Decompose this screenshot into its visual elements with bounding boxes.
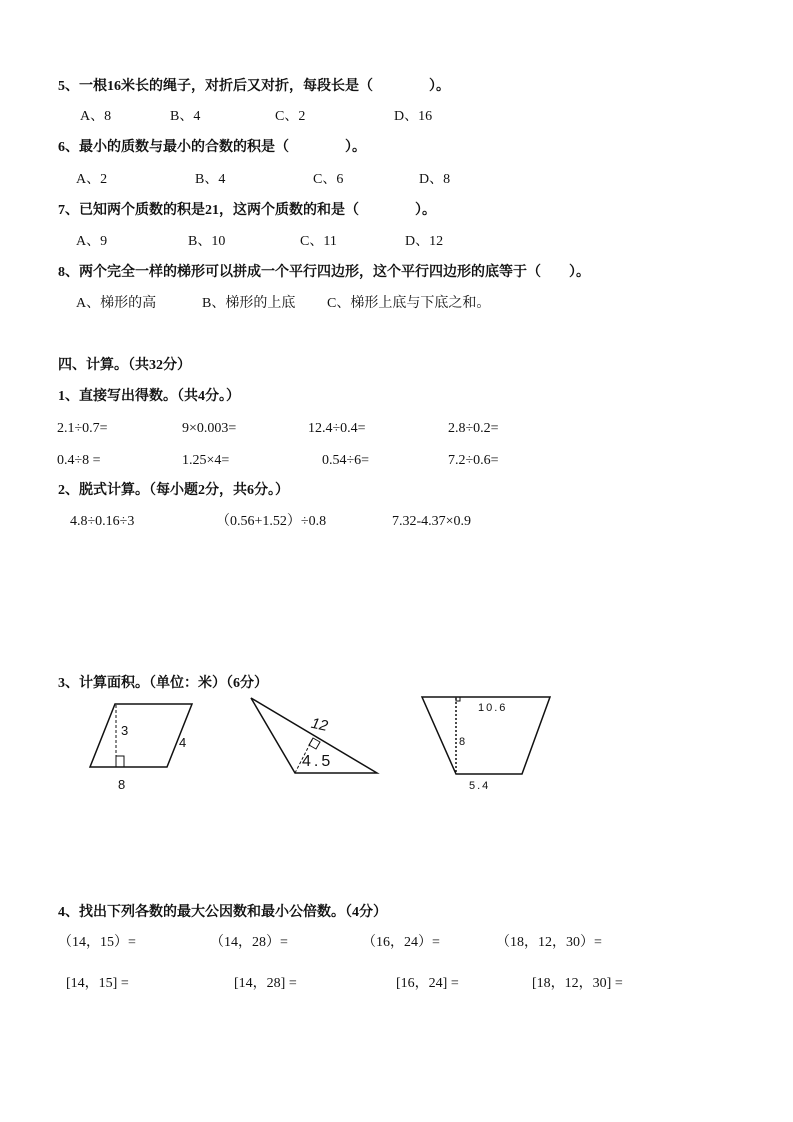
lcm-item: [16，24] = <box>396 976 459 991</box>
section-4-title: 四、计算。（共32分） <box>58 358 191 373</box>
lcm-item: [14，28] = <box>234 976 297 991</box>
q2-title: 2、脱式计算。（每小题2分，共6分。） <box>58 483 289 498</box>
q8-option-a: A、梯形的高 <box>76 296 157 311</box>
q7-option-c: C、11 <box>300 234 337 249</box>
parallelogram-height-label: 3 <box>121 723 129 738</box>
trapezoid-height-label: 8 <box>459 736 466 748</box>
question-6-stem: 6、最小的质数与最小的合数的积是（ ）。 <box>58 140 366 155</box>
oral-calc-item: 2.1÷0.7= <box>57 421 108 436</box>
q7-option-b: B、10 <box>188 234 226 249</box>
q6-option-c: C、6 <box>313 172 344 187</box>
triangle-base-label: 12 <box>309 714 330 735</box>
oral-calc-item: 0.54÷6= <box>322 453 370 468</box>
oral-calc-item: 9×0.003= <box>182 421 237 436</box>
step-calc-item: 4.8÷0.16÷3 <box>70 514 135 529</box>
lcm-item: [18，12，30] = <box>532 976 623 991</box>
q5-option-c: C、2 <box>275 109 306 124</box>
question-8-stem: 8、两个完全一样的梯形可以拼成一个平行四边形，这个平行四边形的底等于（ ）。 <box>58 265 590 280</box>
q7-option-a: A、9 <box>76 234 108 249</box>
oral-calc-item: 0.4÷8 = <box>57 453 101 468</box>
q7-option-d: D、12 <box>405 234 444 249</box>
oral-calc-item: 1.25×4= <box>182 453 230 468</box>
step-calc-item: （0.56+1.52）÷0.8 <box>216 514 327 529</box>
parallelogram-base-label: 8 <box>118 777 126 792</box>
oral-calc-item: 7.2÷0.6= <box>448 453 499 468</box>
trapezoid-bottom-label: 5.4 <box>469 780 491 792</box>
q3-title: 3、计算面积。（单位：米）（6分） <box>58 676 268 691</box>
q5-option-d: D、16 <box>394 109 433 124</box>
parallelogram-figure <box>90 704 192 767</box>
q8-option-c: C、梯形上底与下底之和。 <box>327 296 491 311</box>
triangle-height-label: 4.5 <box>302 753 334 770</box>
trapezoid-top-label: 10.6 <box>478 702 508 714</box>
gcd-item: （18，12，30）= <box>496 935 602 950</box>
question-5-stem: 5、一根16米长的绳子，对折后又对折，每段长是（ ）。 <box>58 79 450 94</box>
gcd-item: （16，24）= <box>362 935 440 950</box>
gcd-item: （14，28）= <box>210 935 288 950</box>
lcm-item: [14，15] = <box>66 976 129 991</box>
q6-option-b: B、4 <box>195 172 226 187</box>
parallelogram-side-label: 4 <box>179 735 187 750</box>
q5-option-b: B、4 <box>170 109 201 124</box>
q6-option-d: D、8 <box>419 172 451 187</box>
gcd-item: （14，15）= <box>58 935 136 950</box>
q1-title: 1、直接写出得数。（共4分。） <box>58 389 240 404</box>
q6-option-a: A、2 <box>76 172 108 187</box>
q8-option-b: B、梯形的上底 <box>202 296 296 311</box>
oral-calc-item: 2.8÷0.2= <box>448 421 499 436</box>
oral-calc-item: 12.4÷0.4= <box>308 421 366 436</box>
q4-title: 4、找出下列各数的最大公因数和最小公倍数。（4分） <box>58 905 387 920</box>
question-7-stem: 7、已知两个质数的积是21，这两个质数的和是（ ）。 <box>58 203 436 218</box>
step-calc-item: 7.32-4.37×0.9 <box>392 514 472 529</box>
q5-option-a: A、8 <box>80 109 112 124</box>
